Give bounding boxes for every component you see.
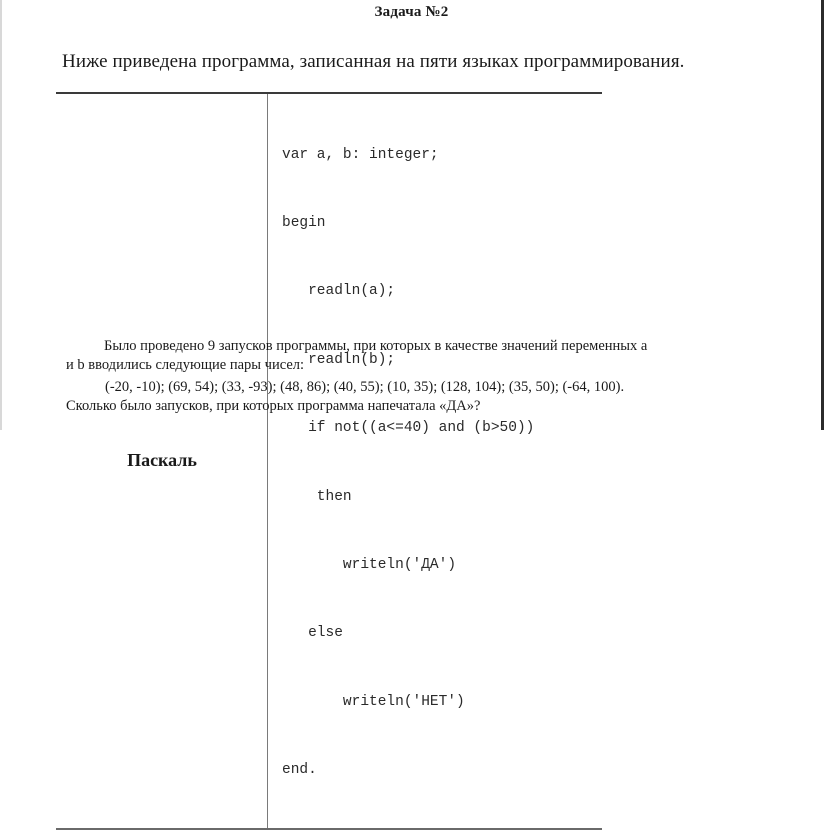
code-line: writeln('ДА') [282, 556, 457, 573]
code-line: var a, b: integer; [282, 146, 439, 163]
paragraph-line: и b вводились следующие пары чисел: [66, 357, 305, 373]
question-text: Сколько было запусков, при которых программа напечатала «ДА»? [66, 398, 481, 414]
input-pairs: (-20, -10); (69, 54); (33, -93); (48, 86); (40, 55); (10, 35); (128, 104); (35, 50); (-64, 100). [105, 379, 625, 395]
code-line: end. [282, 762, 317, 779]
table-row [57, 93, 602, 829]
code-line: readln(b); [282, 351, 396, 368]
code-line: if not((a<=40) and (b>50)) [282, 420, 535, 437]
code-line: readln(a); [282, 283, 396, 300]
intro-text: Ниже приведена программа, записанная на пяти языках программирования. [62, 51, 685, 72]
pascal-code-block [282, 98, 601, 828]
code-line: else [282, 625, 343, 642]
language-label: Паскаль [57, 93, 268, 829]
code-line: writeln('НЕТ') [282, 693, 465, 710]
program-table [56, 92, 602, 830]
task-title: Задача №2 [374, 4, 449, 20]
code-line: begin [282, 214, 326, 231]
code-line: then [282, 488, 352, 505]
paragraph-line: Было проведено 9 запусков программы, при которых в качестве значений переменных a [104, 338, 648, 354]
code-cell [268, 93, 602, 829]
problem-paragraph [66, 337, 766, 375]
